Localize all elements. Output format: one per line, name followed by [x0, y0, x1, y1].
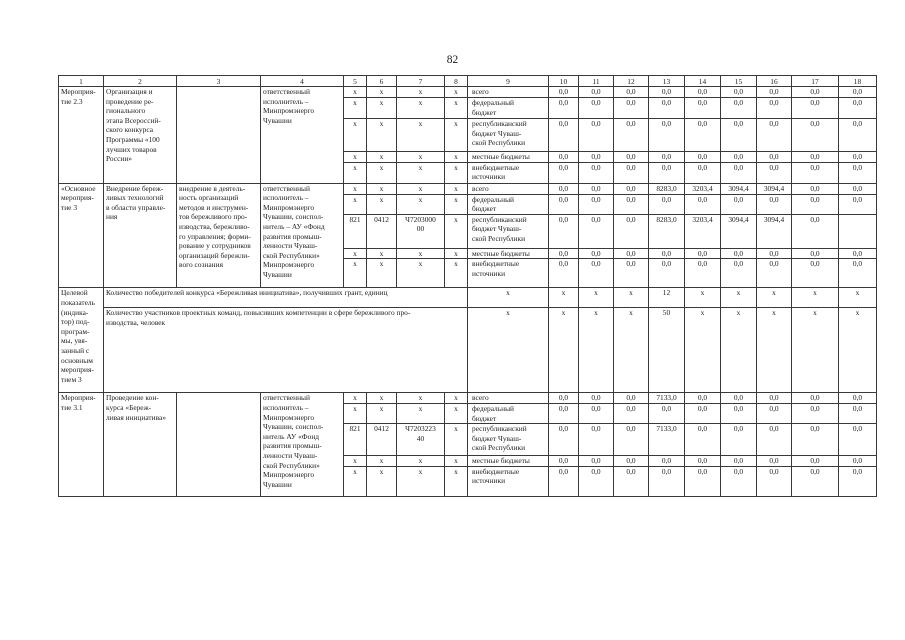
amount-cell: 0,0: [579, 393, 614, 404]
amount-cell: 0,0: [839, 456, 877, 467]
expected-result-cell: [177, 87, 261, 184]
indicator-name-cell: Количество победителей конкурса «Бережливая инициатива», получивших грант, единиц: [104, 288, 468, 308]
amount-cell: 0,0: [792, 424, 839, 456]
column-number-cell: 4: [261, 76, 344, 87]
amount-cell: 0,0: [579, 98, 614, 119]
section-code-cell: x: [367, 456, 397, 467]
table-row: [59, 393, 877, 404]
amount-cell: 0,0: [757, 119, 792, 152]
expense-group-cell: x: [445, 214, 468, 248]
section-code-cell: x: [367, 183, 397, 194]
amount-cell: 0,0: [721, 162, 757, 183]
column-number-cell: 2: [104, 76, 177, 87]
target-article-cell: x: [397, 162, 445, 183]
indicator-label-cell: Целевой показатель (индика- тор) под- програм- мы, увя- занный с основным мероприя- тием 3: [59, 288, 104, 393]
amount-cell: 0,0: [549, 248, 579, 259]
column-number-cell: 5: [344, 76, 367, 87]
amount-cell: 0,0: [614, 87, 649, 98]
target-article-cell: x: [397, 466, 445, 496]
amount-cell: 0,0: [649, 248, 685, 259]
indicator-value-cell: x: [792, 308, 839, 393]
grbs-code-cell: x: [344, 259, 367, 288]
amount-cell: 0,0: [549, 183, 579, 194]
column-number-cell: 11: [579, 76, 614, 87]
amount-cell: 0,0: [579, 248, 614, 259]
amount-cell: 0,0: [649, 466, 685, 496]
amount-cell: 0,0: [839, 162, 877, 183]
executor-cell: ответственный исполнитель – Минпромэнерго Чувашии, соиспол- нитель АУ «Фонд развития промыш- ленности Чуваш- ской Республики» Минпромэнерго Чувашии: [261, 393, 344, 496]
funding-source-cell: федеральный бюджет: [468, 403, 549, 423]
section-code-cell: x: [367, 152, 397, 163]
amount-cell: 0,0: [649, 152, 685, 163]
expense-group-cell: x: [445, 119, 468, 152]
amount-cell: 0,0: [792, 162, 839, 183]
amount-cell: 0,0: [549, 424, 579, 456]
table-row: [59, 308, 877, 393]
indicator-value-cell: x: [614, 308, 649, 393]
amount-cell: 0,0: [685, 87, 721, 98]
amount-cell: 0,0: [614, 119, 649, 152]
amount-cell: 0,0: [614, 424, 649, 456]
amount-cell: 0,0: [685, 466, 721, 496]
section-code-cell: x: [367, 119, 397, 152]
section-code-cell: x: [367, 248, 397, 259]
amount-cell: 0,0: [649, 194, 685, 214]
column-number-cell: 16: [757, 76, 792, 87]
column-number-cell: 18: [839, 76, 877, 87]
target-article-cell: x: [397, 87, 445, 98]
column-number-cell: 8: [445, 76, 468, 87]
amount-cell: 0,0: [649, 98, 685, 119]
indicator-value-cell: x: [685, 308, 721, 393]
amount-cell: 0,0: [579, 456, 614, 467]
expected-result-cell: внедрение в деятель- ность организаций методов и инструмен- тов бережливого про- изводства, бережливо- го управления; форми- рование у сотрудников организаций бережли- вого сознания: [177, 183, 261, 288]
indicator-name-cell: Количество участников проектных команд, повысивших компетенции в сфере бережливого про- изводства, человек: [104, 308, 468, 393]
amount-cell: 0,0: [649, 162, 685, 183]
grbs-code-cell: x: [344, 183, 367, 194]
amount-cell: 8283,0: [649, 183, 685, 194]
amount-cell: 0,0: [549, 98, 579, 119]
column-number-cell: 1: [59, 76, 104, 87]
amount-cell: 0,0: [549, 87, 579, 98]
amount-cell: 0,0: [579, 152, 614, 163]
funding-source-cell: федеральный бюджет: [468, 98, 549, 119]
amount-cell: 0,0: [792, 87, 839, 98]
section-code-cell: x: [367, 162, 397, 183]
funding-source-cell: внебюджетные источники: [468, 162, 549, 183]
target-article-cell: x: [397, 403, 445, 423]
target-article-cell: x: [397, 456, 445, 467]
amount-cell: 0,0: [685, 194, 721, 214]
funding-source-cell: местные бюджеты: [468, 152, 549, 163]
grbs-code-cell: x: [344, 248, 367, 259]
amount-cell: 0,0: [614, 393, 649, 404]
expense-group-cell: x: [445, 98, 468, 119]
target-article-cell: Ч7203000 00: [397, 214, 445, 248]
amount-cell: 0,0: [792, 98, 839, 119]
amount-cell: 0,0: [757, 456, 792, 467]
expense-group-cell: x: [445, 466, 468, 496]
amount-cell: 0,0: [549, 194, 579, 214]
amount-cell: 0,0: [792, 152, 839, 163]
amount-cell: 3203,4: [685, 183, 721, 194]
amount-cell: 7133,0: [649, 393, 685, 404]
amount-cell: 0,0: [757, 152, 792, 163]
column-number-cell: 3: [177, 76, 261, 87]
column-number-cell: 14: [685, 76, 721, 87]
amount-cell: 0,0: [579, 194, 614, 214]
amount-cell: 0,0: [721, 456, 757, 467]
indicator-value-cell: x: [757, 288, 792, 308]
amount-cell: 0,0: [839, 119, 877, 152]
grbs-code-cell: x: [344, 87, 367, 98]
indicator-value-cell: x: [839, 288, 877, 308]
column-number-cell: 7: [397, 76, 445, 87]
amount-cell: 0,0: [579, 466, 614, 496]
amount-cell: 0,0: [579, 403, 614, 423]
activity-status-cell: Мероприя- тие 3.1: [59, 393, 104, 496]
amount-cell: 0,0: [549, 214, 579, 248]
expense-group-cell: x: [445, 152, 468, 163]
indicator-value-cell: x: [839, 308, 877, 393]
amount-cell: 0,0: [721, 152, 757, 163]
funding-source-cell: всего: [468, 183, 549, 194]
expense-group-cell: x: [445, 456, 468, 467]
amount-cell: 3094,4: [757, 183, 792, 194]
amount-cell: 0,0: [614, 152, 649, 163]
amount-cell: 0,0: [721, 424, 757, 456]
expense-group-cell: x: [445, 248, 468, 259]
funding-source-cell: всего: [468, 393, 549, 404]
amount-cell: 3094,4: [721, 183, 757, 194]
column-number-cell: 17: [792, 76, 839, 87]
table-row: [59, 87, 877, 98]
column-number-cell: 9: [468, 76, 549, 87]
expense-group-cell: x: [445, 403, 468, 423]
amount-cell: 0,0: [685, 456, 721, 467]
grbs-code-cell: x: [344, 152, 367, 163]
target-article-cell: x: [397, 393, 445, 404]
grbs-code-cell: x: [344, 466, 367, 496]
target-article-cell: x: [397, 152, 445, 163]
indicator-value-cell: x: [721, 308, 757, 393]
amount-cell: 0,0: [579, 214, 614, 248]
amount-cell: 0,0: [685, 162, 721, 183]
funding-source-cell: республиканский бюджет Чуваш- ской Республики: [468, 119, 549, 152]
amount-cell: 0,0: [549, 152, 579, 163]
section-code-cell: x: [367, 87, 397, 98]
section-code-cell: x: [367, 466, 397, 496]
amount-cell: 0,0: [721, 194, 757, 214]
expense-group-cell: x: [445, 194, 468, 214]
indicator-value-cell: x: [792, 288, 839, 308]
amount-cell: 3094,4: [757, 214, 792, 248]
section-code-cell: 0412: [367, 424, 397, 456]
amount-cell: 0,0: [839, 98, 877, 119]
amount-cell: 8283,0: [649, 214, 685, 248]
indicator-value-cell: 50: [649, 308, 685, 393]
column-number-cell: 15: [721, 76, 757, 87]
amount-cell: 0,0: [649, 456, 685, 467]
program-funding-table: [58, 75, 877, 497]
amount-cell: 0,0: [614, 259, 649, 288]
amount-cell: 7133,0: [649, 424, 685, 456]
expense-group-cell: x: [445, 393, 468, 404]
section-code-cell: x: [367, 259, 397, 288]
amount-cell: 0,0: [792, 248, 839, 259]
amount-cell: 0,0: [614, 403, 649, 423]
section-code-cell: 0412: [367, 214, 397, 248]
funding-source-cell: местные бюджеты: [468, 456, 549, 467]
amount-cell: 0,0: [579, 119, 614, 152]
amount-cell: 0,0: [839, 248, 877, 259]
target-article-cell: Ч7203223 40: [397, 424, 445, 456]
amount-cell: 0,0: [839, 87, 877, 98]
amount-cell: 0,0: [721, 248, 757, 259]
activity-name-cell: Проведение кон- курса «Береж- ливая инициатива»: [104, 393, 177, 496]
column-number-cell: 6: [367, 76, 397, 87]
amount-cell: 0,0: [549, 119, 579, 152]
indicator-value-cell: x: [468, 308, 549, 393]
amount-cell: 0,0: [839, 259, 877, 288]
amount-cell: 0,0: [549, 403, 579, 423]
amount-cell: 0,0: [721, 119, 757, 152]
amount-cell: 0,0: [721, 87, 757, 98]
amount-cell: 0,0: [757, 194, 792, 214]
amount-cell: 0,0: [685, 403, 721, 423]
activity-status-cell: Мероприя- тие 2.3: [59, 87, 104, 184]
amount-cell: 0,0: [792, 456, 839, 467]
grbs-code-cell: x: [344, 119, 367, 152]
amount-cell: 0,0: [614, 194, 649, 214]
amount-cell: 0,0: [839, 194, 877, 214]
target-article-cell: x: [397, 98, 445, 119]
indicator-value-cell: x: [757, 308, 792, 393]
amount-cell: 0,0: [792, 183, 839, 194]
expected-result-cell: [177, 393, 261, 496]
amount-cell: 0,0: [721, 393, 757, 404]
expense-group-cell: x: [445, 259, 468, 288]
column-number-cell: 12: [614, 76, 649, 87]
amount-cell: 0,0: [792, 214, 839, 248]
amount-cell: 0,0: [649, 87, 685, 98]
amount-cell: 0,0: [721, 403, 757, 423]
expense-group-cell: x: [445, 424, 468, 456]
amount-cell: 0,0: [839, 403, 877, 423]
amount-cell: 0,0: [792, 403, 839, 423]
header-row: [59, 76, 877, 87]
section-code-cell: x: [367, 393, 397, 404]
amount-cell: 0,0: [549, 456, 579, 467]
amount-cell: 3203,4: [685, 214, 721, 248]
amount-cell: 0,0: [685, 152, 721, 163]
amount-cell: [839, 214, 877, 248]
amount-cell: 0,0: [792, 194, 839, 214]
indicator-value-cell: x: [685, 288, 721, 308]
activity-status-cell: «Основное мероприя- тие 3: [59, 183, 104, 288]
amount-cell: 0,0: [757, 98, 792, 119]
indicator-value-cell: x: [614, 288, 649, 308]
funding-source-cell: республиканский бюджет Чуваш- ской Республики: [468, 424, 549, 456]
amount-cell: 0,0: [649, 403, 685, 423]
amount-cell: 0,0: [614, 183, 649, 194]
amount-cell: 0,0: [757, 403, 792, 423]
amount-cell: 0,0: [549, 259, 579, 288]
amount-cell: 0,0: [614, 248, 649, 259]
activity-name-cell: Организация и проведение ре- гионального этапа Всероссий- ского конкурса Программы «100 лучших товаров России»: [104, 87, 177, 184]
grbs-code-cell: x: [344, 162, 367, 183]
amount-cell: 0,0: [614, 98, 649, 119]
funding-source-cell: всего: [468, 87, 549, 98]
executor-cell: ответственный исполнитель – Минпромэнерго Чувашии, соиспол- нитель – АУ «Фонд развития промыш- ленности Чуваш- ской Республики» Минпромэнерго Чувашии: [261, 183, 344, 288]
amount-cell: 0,0: [792, 259, 839, 288]
target-article-cell: x: [397, 248, 445, 259]
amount-cell: 0,0: [839, 466, 877, 496]
indicator-value-cell: 12: [649, 288, 685, 308]
amount-cell: 0,0: [757, 248, 792, 259]
amount-cell: 0,0: [757, 162, 792, 183]
amount-cell: 0,0: [685, 424, 721, 456]
amount-cell: 0,0: [649, 119, 685, 152]
section-code-cell: x: [367, 403, 397, 423]
amount-cell: 0,0: [549, 162, 579, 183]
target-article-cell: x: [397, 119, 445, 152]
amount-cell: 0,0: [721, 259, 757, 288]
expense-group-cell: x: [445, 162, 468, 183]
amount-cell: 0,0: [685, 98, 721, 119]
amount-cell: 0,0: [685, 393, 721, 404]
amount-cell: 0,0: [614, 214, 649, 248]
grbs-code-cell: x: [344, 456, 367, 467]
amount-cell: 3094,4: [721, 214, 757, 248]
expense-group-cell: x: [445, 87, 468, 98]
amount-cell: 0,0: [549, 466, 579, 496]
funding-source-cell: внебюджетные источники: [468, 259, 549, 288]
amount-cell: 0,0: [685, 259, 721, 288]
expense-group-cell: x: [445, 183, 468, 194]
amount-cell: 0,0: [614, 456, 649, 467]
section-code-cell: x: [367, 98, 397, 119]
amount-cell: 0,0: [839, 152, 877, 163]
amount-cell: 0,0: [757, 393, 792, 404]
target-article-cell: x: [397, 194, 445, 214]
amount-cell: 0,0: [839, 183, 877, 194]
activity-name-cell: Внедрение береж- ливых технологий в области управле- ния: [104, 183, 177, 288]
amount-cell: 0,0: [685, 119, 721, 152]
executor-cell: ответственный исполнитель – Минпромэнерго Чувашии: [261, 87, 344, 184]
amount-cell: 0,0: [839, 393, 877, 404]
funding-source-cell: республиканский бюджет Чуваш- ской Республики: [468, 214, 549, 248]
funding-source-cell: федеральный бюджет: [468, 194, 549, 214]
grbs-code-cell: x: [344, 393, 367, 404]
amount-cell: 0,0: [649, 259, 685, 288]
funding-source-cell: местные бюджеты: [468, 248, 549, 259]
target-article-cell: x: [397, 183, 445, 194]
amount-cell: 0,0: [614, 466, 649, 496]
column-number-cell: 10: [549, 76, 579, 87]
page-number: 82: [446, 54, 459, 66]
amount-cell: 0,0: [579, 162, 614, 183]
funding-source-cell: внебюджетные источники: [468, 466, 549, 496]
amount-cell: 0,0: [721, 466, 757, 496]
amount-cell: 0,0: [685, 248, 721, 259]
indicator-value-cell: x: [549, 308, 579, 393]
indicator-value-cell: x: [468, 288, 549, 308]
indicator-value-cell: x: [579, 288, 614, 308]
table-row: [59, 288, 877, 308]
amount-cell: 0,0: [579, 183, 614, 194]
amount-cell: 0,0: [757, 424, 792, 456]
grbs-code-cell: x: [344, 403, 367, 423]
amount-cell: 0,0: [549, 393, 579, 404]
grbs-code-cell: 821: [344, 214, 367, 248]
amount-cell: 0,0: [757, 259, 792, 288]
indicator-value-cell: x: [721, 288, 757, 308]
column-number-cell: 13: [649, 76, 685, 87]
section-code-cell: x: [367, 194, 397, 214]
amount-cell: 0,0: [757, 466, 792, 496]
grbs-code-cell: x: [344, 98, 367, 119]
amount-cell: 0,0: [792, 393, 839, 404]
amount-cell: 0,0: [614, 162, 649, 183]
indicator-value-cell: x: [579, 308, 614, 393]
grbs-code-cell: 821: [344, 424, 367, 456]
amount-cell: 0,0: [721, 98, 757, 119]
grbs-code-cell: x: [344, 194, 367, 214]
indicator-value-cell: x: [549, 288, 579, 308]
amount-cell: 0,0: [839, 424, 877, 456]
amount-cell: 0,0: [579, 87, 614, 98]
table-body: [59, 76, 877, 497]
amount-cell: 0,0: [579, 424, 614, 456]
amount-cell: 0,0: [792, 119, 839, 152]
amount-cell: 0,0: [579, 259, 614, 288]
amount-cell: 0,0: [792, 466, 839, 496]
target-article-cell: x: [397, 259, 445, 288]
amount-cell: 0,0: [757, 87, 792, 98]
table-row: [59, 183, 877, 194]
